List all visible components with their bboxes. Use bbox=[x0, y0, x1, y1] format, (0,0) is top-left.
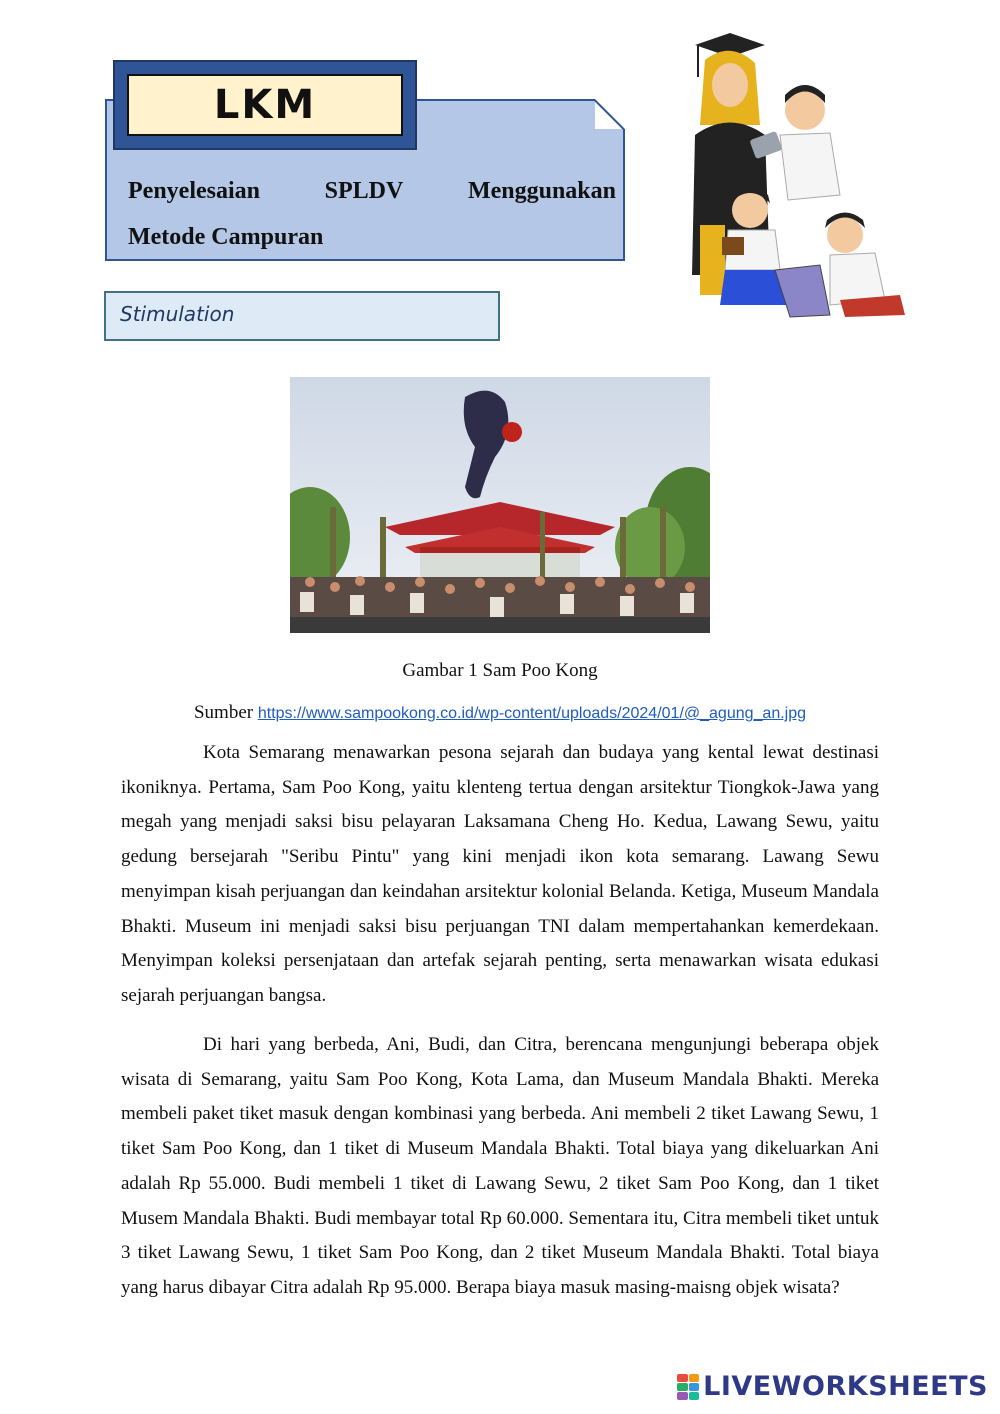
badge-cell bbox=[677, 1383, 688, 1391]
title-word: Penyelesaian bbox=[128, 178, 260, 204]
worksheet-title bbox=[128, 168, 616, 260]
brand-text: LIVEWORKSHEETS bbox=[703, 1371, 988, 1402]
liveworksheets-logo bbox=[677, 1371, 988, 1402]
section-label-text: Stimulation bbox=[120, 302, 235, 326]
paragraph bbox=[121, 1028, 879, 1306]
title-word: Menggunakan bbox=[467, 178, 616, 204]
badge-cell bbox=[689, 1383, 700, 1391]
source-label: Sumber bbox=[193, 702, 254, 723]
paragraph-text: Kota Semarang menawarkan pesona sejarah dan budaya yang kental lewat destinasi ikoniknya. Pertama, Sam Poo Kong, yaitu klenteng tertua dengan arsitektur Tiongkok-Jawa yang megah yang menjadi saksi bisu pelayaran Laksamana Cheng Ho. Kedua, Lawang Sewu, yaitu gedung bersejarah "Seribu Pintu" yang kini menjadi ikon kota semarang. Lawang Sewu menyimpan kisah perjuangan dan keindahan arsitektur kolonial Belanda. Ketiga, Museum Mandala Bhakti. Museum ini menjadi saksi bisu perjuangan TNI dalam mempertahankan kemerdekaan. Menyimpan koleksi persenjataan dan artefak sejarah penting, serta menawarkan wisata edukasi sejarah perjuangan bangsa. bbox=[121, 742, 879, 1006]
source-link[interactable]: https://www.sampookong.co.id/wp-content/uploads/2024/01/@_agung_an.jpg bbox=[257, 705, 807, 722]
students-illustration bbox=[680, 25, 910, 325]
paragraph-text: Di hari yang berbeda, Ani, Budi, dan Citra, berencana mengunjungi beberapa objek wisata di Semarang, yaitu Sam Poo Kong, Kota Lama, dan Museum Mandala Bhakti. Mereka membeli paket tiket masuk dengan kombinasi yang berbeda. Ani membeli 2 tiket Lawang Sewu, 1 tiket Sam Poo Kong, dan 1 tiket di Museum Mandala Bhakti. Total biaya yang dikeluarkan Ani adalah Rp 55.000. Budi membeli 1 tiket di Lawang Sewu, 2 tiket Sam Poo Kong, dan 1 tiket Musem Mandala Bhakti. Budi membayar total Rp 60.000. Sementara itu, Citra membeli tiket untuk 3 tiket Lawang Sewu, 1 tiket Sam Poo Kong, dan 2 tiket Museum Mandala Bhakti. Total biaya yang harus dibayar Citra adalah Rp 95.000. Berapa biaya masuk masing-maisng objek wisata? bbox=[121, 1034, 879, 1298]
lkm-badge bbox=[113, 60, 417, 150]
badge-cell bbox=[677, 1392, 688, 1400]
figure-source bbox=[0, 702, 1000, 724]
lkm-badge-text: LKM bbox=[213, 82, 317, 128]
badge-cell bbox=[689, 1392, 700, 1400]
lkm-badge-inner bbox=[127, 74, 403, 136]
figure-caption: Gambar 1 Sam Poo Kong bbox=[402, 660, 598, 681]
worksheet-title-line2: Metode Campuran bbox=[128, 224, 324, 250]
title-word: SPLDV bbox=[324, 178, 404, 204]
badge-cell bbox=[677, 1374, 688, 1382]
sam-poo-kong-photo bbox=[290, 377, 710, 633]
header-corner-cut bbox=[595, 99, 625, 129]
live-badge-icon bbox=[677, 1374, 699, 1400]
worksheet-title-line1 bbox=[128, 168, 616, 214]
badge-cell bbox=[689, 1374, 700, 1382]
paragraph bbox=[121, 736, 879, 1014]
section-label-stimulation bbox=[104, 291, 500, 341]
